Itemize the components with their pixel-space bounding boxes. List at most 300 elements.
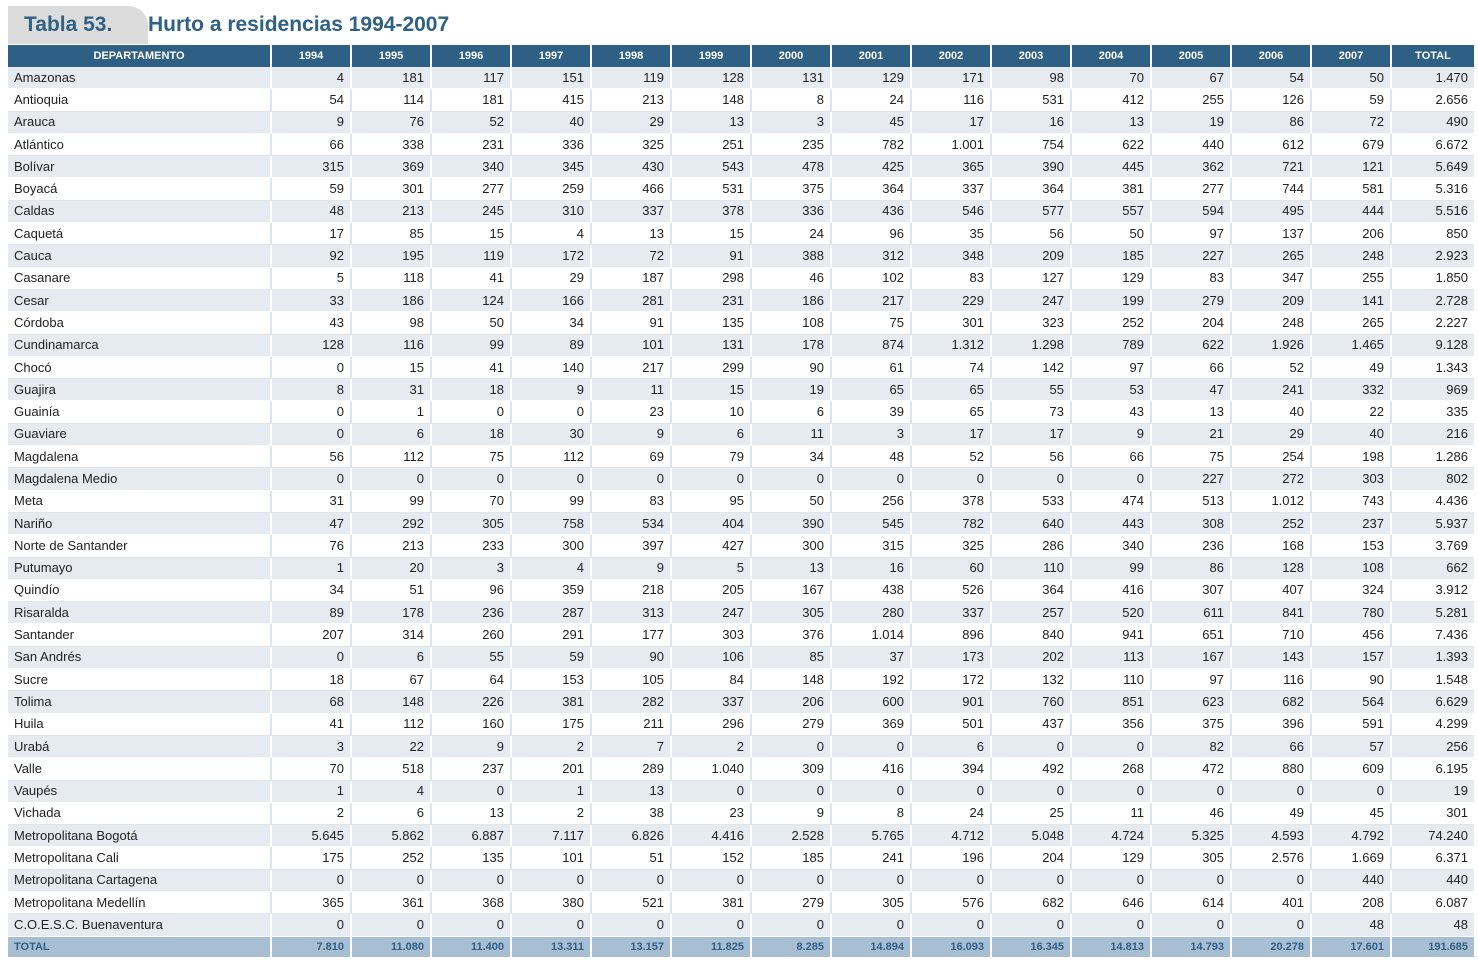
- value-cell: 577: [991, 200, 1071, 222]
- table-row: [8, 89, 1474, 111]
- value-cell: 135: [431, 847, 511, 869]
- value-cell: 19: [1151, 111, 1231, 133]
- value-cell: 4: [271, 67, 351, 89]
- value-cell: 19: [751, 379, 831, 401]
- value-cell: 148: [671, 89, 751, 111]
- value-cell: 211: [591, 713, 671, 735]
- value-cell: 277: [1151, 178, 1231, 200]
- table-row: [8, 713, 1474, 735]
- value-cell: 0: [271, 356, 351, 378]
- value-cell: 1.548: [1391, 669, 1474, 691]
- value-cell: 362: [1151, 156, 1231, 178]
- column-header: TOTAL: [1391, 45, 1474, 67]
- value-cell: 97: [1151, 223, 1231, 245]
- value-cell: 337: [911, 178, 991, 200]
- column-header: 1999: [671, 45, 751, 67]
- value-cell: 2: [511, 802, 591, 824]
- value-cell: 1.012: [1231, 490, 1311, 512]
- value-cell: 6: [351, 646, 431, 668]
- value-cell: 443: [1071, 512, 1151, 534]
- column-header: 2005: [1151, 45, 1231, 67]
- value-cell: 0: [911, 468, 991, 490]
- value-cell: 116: [351, 334, 431, 356]
- value-cell: 564: [1311, 691, 1391, 713]
- value-cell: 99: [351, 490, 431, 512]
- value-cell: 721: [1231, 156, 1311, 178]
- value-cell: 490: [1391, 111, 1474, 133]
- value-cell: 2: [511, 735, 591, 757]
- value-cell: 185: [1071, 245, 1151, 267]
- value-cell: 248: [1231, 312, 1311, 334]
- value-cell: 300: [511, 535, 591, 557]
- value-cell: 2.227: [1391, 312, 1474, 334]
- value-cell: 57: [1311, 735, 1391, 757]
- value-cell: 135: [671, 312, 751, 334]
- value-cell: 118: [351, 267, 431, 289]
- value-cell: 51: [591, 847, 671, 869]
- value-cell: 0: [591, 914, 671, 936]
- table-row: [8, 133, 1474, 155]
- value-cell: 9: [591, 423, 671, 445]
- value-cell: 1.312: [911, 334, 991, 356]
- value-cell: 121: [1311, 156, 1391, 178]
- value-cell: 7.436: [1391, 624, 1474, 646]
- value-cell: 0: [591, 468, 671, 490]
- value-cell: 369: [831, 713, 911, 735]
- table-header: [8, 6, 1472, 44]
- value-cell: 236: [1151, 535, 1231, 557]
- value-cell: 277: [431, 178, 511, 200]
- column-header: 2007: [1311, 45, 1391, 67]
- value-cell: 0: [271, 401, 351, 423]
- column-header: 1997: [511, 45, 591, 67]
- value-cell: 841: [1231, 602, 1311, 624]
- value-cell: 39: [831, 401, 911, 423]
- value-cell: 29: [511, 267, 591, 289]
- value-cell: 2.728: [1391, 289, 1474, 311]
- value-cell: 2.923: [1391, 245, 1474, 267]
- value-cell: 2.656: [1391, 89, 1474, 111]
- value-cell: 231: [671, 289, 751, 311]
- value-cell: 241: [1231, 379, 1311, 401]
- total-value-cell: 191.685: [1391, 936, 1474, 957]
- value-cell: 0: [1311, 780, 1391, 802]
- department-name-cell: Sucre: [8, 669, 271, 691]
- value-cell: 289: [591, 758, 671, 780]
- department-name-cell: Metropolitana Cali: [8, 847, 271, 869]
- value-cell: 167: [751, 579, 831, 601]
- value-cell: 52: [1231, 356, 1311, 378]
- value-cell: 252: [1071, 312, 1151, 334]
- value-cell: 526: [911, 579, 991, 601]
- table-row: [8, 156, 1474, 178]
- column-header: 1994: [271, 45, 351, 67]
- column-header: 2000: [751, 45, 831, 67]
- value-cell: 105: [591, 669, 671, 691]
- value-cell: 0: [431, 468, 511, 490]
- value-cell: 9: [1071, 423, 1151, 445]
- department-name-cell: Metropolitana Bogotá: [8, 825, 271, 847]
- value-cell: 251: [671, 133, 751, 155]
- value-cell: 6.887: [431, 825, 511, 847]
- value-cell: 175: [271, 847, 351, 869]
- value-cell: 0: [671, 780, 751, 802]
- value-cell: 256: [1391, 735, 1474, 757]
- total-value-cell: 11.080: [351, 936, 431, 957]
- value-cell: 623: [1151, 691, 1231, 713]
- total-value-cell: 14.813: [1071, 936, 1151, 957]
- value-cell: 279: [751, 713, 831, 735]
- value-cell: 68: [271, 691, 351, 713]
- value-cell: 91: [591, 312, 671, 334]
- value-cell: 21: [1151, 423, 1231, 445]
- value-cell: 85: [751, 646, 831, 668]
- value-cell: 181: [351, 67, 431, 89]
- value-cell: 880: [1231, 758, 1311, 780]
- value-cell: 4.792: [1311, 825, 1391, 847]
- table-row: [8, 557, 1474, 579]
- value-cell: 137: [1231, 223, 1311, 245]
- value-cell: 336: [751, 200, 831, 222]
- value-cell: 52: [911, 446, 991, 468]
- value-cell: 82: [1151, 735, 1231, 757]
- value-cell: 307: [1151, 579, 1231, 601]
- value-cell: 1.470: [1391, 67, 1474, 89]
- value-cell: 466: [591, 178, 671, 200]
- value-cell: 557: [1071, 200, 1151, 222]
- value-cell: 0: [271, 914, 351, 936]
- value-cell: 520: [1071, 602, 1151, 624]
- value-cell: 252: [1231, 512, 1311, 534]
- value-cell: 303: [1311, 468, 1391, 490]
- value-cell: 13: [591, 223, 671, 245]
- value-cell: 3: [751, 111, 831, 133]
- table-row: [8, 178, 1474, 200]
- value-cell: 874: [831, 334, 911, 356]
- value-cell: 209: [1231, 289, 1311, 311]
- total-value-cell: 7.810: [271, 936, 351, 957]
- value-cell: 106: [671, 646, 751, 668]
- value-cell: 116: [1231, 669, 1311, 691]
- value-cell: 24: [831, 89, 911, 111]
- value-cell: 255: [1311, 267, 1391, 289]
- value-cell: 335: [1391, 401, 1474, 423]
- value-cell: 233: [431, 535, 511, 557]
- value-cell: 75: [1151, 446, 1231, 468]
- value-cell: 5.645: [271, 825, 351, 847]
- value-cell: 84: [671, 669, 751, 691]
- department-name-cell: Putumayo: [8, 557, 271, 579]
- value-cell: 1.926: [1231, 334, 1311, 356]
- department-name-cell: Vaupés: [8, 780, 271, 802]
- value-cell: 265: [1231, 245, 1311, 267]
- department-name-cell: Guainía: [8, 401, 271, 423]
- department-name-cell: Tolima: [8, 691, 271, 713]
- value-cell: 533: [991, 490, 1071, 512]
- value-cell: 0: [271, 423, 351, 445]
- value-cell: 0: [351, 869, 431, 891]
- value-cell: 412: [1071, 89, 1151, 111]
- value-cell: 67: [351, 669, 431, 691]
- table-row: [8, 490, 1474, 512]
- value-cell: 309: [751, 758, 831, 780]
- value-cell: 47: [271, 512, 351, 534]
- department-name-cell: Boyacá: [8, 178, 271, 200]
- value-cell: 6.087: [1391, 891, 1474, 913]
- value-cell: 1.286: [1391, 446, 1474, 468]
- table-number-label: Tabla 53.: [8, 6, 148, 44]
- column-header: 2006: [1231, 45, 1311, 67]
- value-cell: 8: [751, 89, 831, 111]
- value-cell: 186: [751, 289, 831, 311]
- value-cell: 4.593: [1231, 825, 1311, 847]
- department-name-cell: Arauca: [8, 111, 271, 133]
- value-cell: 11: [1071, 802, 1151, 824]
- value-cell: 743: [1311, 490, 1391, 512]
- value-cell: 99: [511, 490, 591, 512]
- value-cell: 298: [671, 267, 751, 289]
- value-cell: 445: [1071, 156, 1151, 178]
- value-cell: 34: [511, 312, 591, 334]
- table-header-row: [8, 45, 1474, 67]
- value-cell: 218: [591, 579, 671, 601]
- department-name-cell: Córdoba: [8, 312, 271, 334]
- value-cell: 192: [831, 669, 911, 691]
- department-name-cell: Bolívar: [8, 156, 271, 178]
- value-cell: 41: [431, 356, 511, 378]
- value-cell: 37: [831, 646, 911, 668]
- value-cell: 40: [511, 111, 591, 133]
- value-cell: 0: [431, 780, 511, 802]
- value-cell: 347: [1231, 267, 1311, 289]
- value-cell: 33: [271, 289, 351, 311]
- value-cell: 89: [271, 602, 351, 624]
- value-cell: 440: [1391, 869, 1474, 891]
- value-cell: 83: [1151, 267, 1231, 289]
- department-name-cell: San Andrés: [8, 646, 271, 668]
- column-header: 2003: [991, 45, 1071, 67]
- value-cell: 129: [1071, 267, 1151, 289]
- value-cell: 3: [831, 423, 911, 445]
- value-cell: 17: [911, 423, 991, 445]
- value-cell: 0: [831, 914, 911, 936]
- value-cell: 0: [431, 401, 511, 423]
- value-cell: 0: [751, 780, 831, 802]
- value-cell: 13: [1151, 401, 1231, 423]
- value-cell: 365: [911, 156, 991, 178]
- value-cell: 6.826: [591, 825, 671, 847]
- value-cell: 83: [911, 267, 991, 289]
- value-cell: 1.040: [671, 758, 751, 780]
- department-name-cell: Metropolitana Cartagena: [8, 869, 271, 891]
- value-cell: 0: [511, 468, 591, 490]
- value-cell: 117: [431, 67, 511, 89]
- value-cell: 0: [1151, 914, 1231, 936]
- value-cell: 679: [1311, 133, 1391, 155]
- value-cell: 64: [431, 669, 511, 691]
- value-cell: 127: [991, 267, 1071, 289]
- value-cell: 248: [1311, 245, 1391, 267]
- total-value-cell: 20.278: [1231, 936, 1311, 957]
- value-cell: 160: [431, 713, 511, 735]
- total-value-cell: 14.793: [1151, 936, 1231, 957]
- value-cell: 19: [1391, 780, 1474, 802]
- value-cell: 0: [831, 735, 911, 757]
- value-cell: 73: [991, 401, 1071, 423]
- total-value-cell: 14.894: [831, 936, 911, 957]
- value-cell: 51: [351, 579, 431, 601]
- table-row: [8, 111, 1474, 133]
- value-cell: 436: [831, 200, 911, 222]
- value-cell: 0: [1151, 869, 1231, 891]
- value-cell: 324: [1311, 579, 1391, 601]
- value-cell: 0: [511, 401, 591, 423]
- value-cell: 198: [1311, 446, 1391, 468]
- value-cell: 0: [831, 468, 911, 490]
- value-cell: 171: [911, 67, 991, 89]
- value-cell: 166: [511, 289, 591, 311]
- value-cell: 9: [271, 111, 351, 133]
- value-cell: 368: [431, 891, 511, 913]
- value-cell: 34: [271, 579, 351, 601]
- value-cell: 34: [751, 446, 831, 468]
- value-cell: 301: [911, 312, 991, 334]
- value-cell: 1.393: [1391, 646, 1474, 668]
- value-cell: 782: [831, 133, 911, 155]
- value-cell: 301: [1391, 802, 1474, 824]
- value-cell: 600: [831, 691, 911, 713]
- value-cell: 9: [751, 802, 831, 824]
- department-name-cell: Guaviare: [8, 423, 271, 445]
- value-cell: 268: [1071, 758, 1151, 780]
- value-cell: 3.769: [1391, 535, 1474, 557]
- value-cell: 802: [1391, 468, 1474, 490]
- value-cell: 11: [591, 379, 671, 401]
- value-cell: 390: [751, 512, 831, 534]
- table-row: [8, 691, 1474, 713]
- value-cell: 43: [1071, 401, 1151, 423]
- value-cell: 247: [991, 289, 1071, 311]
- value-cell: 472: [1151, 758, 1231, 780]
- value-cell: 0: [911, 869, 991, 891]
- value-cell: 0: [511, 869, 591, 891]
- value-cell: 9.128: [1391, 334, 1474, 356]
- value-cell: 202: [991, 646, 1071, 668]
- value-cell: 15: [671, 223, 751, 245]
- value-cell: 0: [991, 914, 1071, 936]
- value-cell: 112: [511, 446, 591, 468]
- value-cell: 3.912: [1391, 579, 1474, 601]
- value-cell: 49: [1231, 802, 1311, 824]
- value-cell: 2.576: [1231, 847, 1311, 869]
- value-cell: 359: [511, 579, 591, 601]
- value-cell: 41: [431, 267, 511, 289]
- value-cell: 323: [991, 312, 1071, 334]
- value-cell: 0: [1071, 914, 1151, 936]
- value-cell: 325: [911, 535, 991, 557]
- value-cell: 5.281: [1391, 602, 1474, 624]
- table-row: [8, 735, 1474, 757]
- value-cell: 129: [1071, 847, 1151, 869]
- value-cell: 31: [271, 490, 351, 512]
- value-cell: 66: [1231, 735, 1311, 757]
- value-cell: 758: [511, 512, 591, 534]
- table-total-row: [8, 936, 1474, 957]
- value-cell: 440: [1311, 869, 1391, 891]
- value-cell: 67: [1151, 67, 1231, 89]
- value-cell: 0: [671, 869, 751, 891]
- value-cell: 7: [591, 735, 671, 757]
- value-cell: 279: [751, 891, 831, 913]
- value-cell: 152: [671, 847, 751, 869]
- value-cell: 16: [991, 111, 1071, 133]
- value-cell: 204: [1151, 312, 1231, 334]
- department-name-cell: Caldas: [8, 200, 271, 222]
- value-cell: 430: [591, 156, 671, 178]
- value-cell: 338: [351, 133, 431, 155]
- value-cell: 612: [1231, 133, 1311, 155]
- table-title: Hurto a residencias 1994-2007: [148, 13, 450, 36]
- total-value-cell: 17.601: [1311, 936, 1391, 957]
- value-cell: 345: [511, 156, 591, 178]
- value-cell: 48: [831, 446, 911, 468]
- column-header: 1995: [351, 45, 431, 67]
- value-cell: 207: [271, 624, 351, 646]
- value-cell: 5.048: [991, 825, 1071, 847]
- department-name-cell: Nariño: [8, 512, 271, 534]
- value-cell: 209: [991, 245, 1071, 267]
- table-row: [8, 401, 1474, 423]
- value-cell: 56: [991, 223, 1071, 245]
- value-cell: 969: [1391, 379, 1474, 401]
- department-name-cell: Atlántico: [8, 133, 271, 155]
- value-cell: 6: [351, 802, 431, 824]
- value-cell: 241: [831, 847, 911, 869]
- value-cell: 177: [591, 624, 671, 646]
- value-cell: 101: [511, 847, 591, 869]
- value-cell: 54: [1231, 67, 1311, 89]
- value-cell: 1.850: [1391, 267, 1474, 289]
- value-cell: 231: [431, 133, 511, 155]
- value-cell: 682: [991, 891, 1071, 913]
- value-cell: 5.937: [1391, 512, 1474, 534]
- value-cell: 52: [431, 111, 511, 133]
- department-name-cell: C.O.E.S.C. Buenaventura: [8, 914, 271, 936]
- value-cell: 901: [911, 691, 991, 713]
- table-row: [8, 758, 1474, 780]
- value-cell: 126: [1231, 89, 1311, 111]
- value-cell: 50: [1311, 67, 1391, 89]
- department-name-cell: Meta: [8, 490, 271, 512]
- value-cell: 0: [1231, 780, 1311, 802]
- department-name-cell: Huila: [8, 713, 271, 735]
- value-cell: 1.001: [911, 133, 991, 155]
- value-cell: 54: [271, 89, 351, 111]
- value-cell: 0: [671, 914, 751, 936]
- value-cell: 91: [671, 245, 751, 267]
- value-cell: 257: [991, 602, 1071, 624]
- value-cell: 305: [1151, 847, 1231, 869]
- value-cell: 114: [351, 89, 431, 111]
- value-cell: 143: [1231, 646, 1311, 668]
- value-cell: 112: [351, 713, 431, 735]
- table-row: [8, 847, 1474, 869]
- value-cell: 361: [351, 891, 431, 913]
- value-cell: 4: [351, 780, 431, 802]
- value-cell: 364: [991, 579, 1071, 601]
- value-cell: 474: [1071, 490, 1151, 512]
- value-cell: 66: [1071, 446, 1151, 468]
